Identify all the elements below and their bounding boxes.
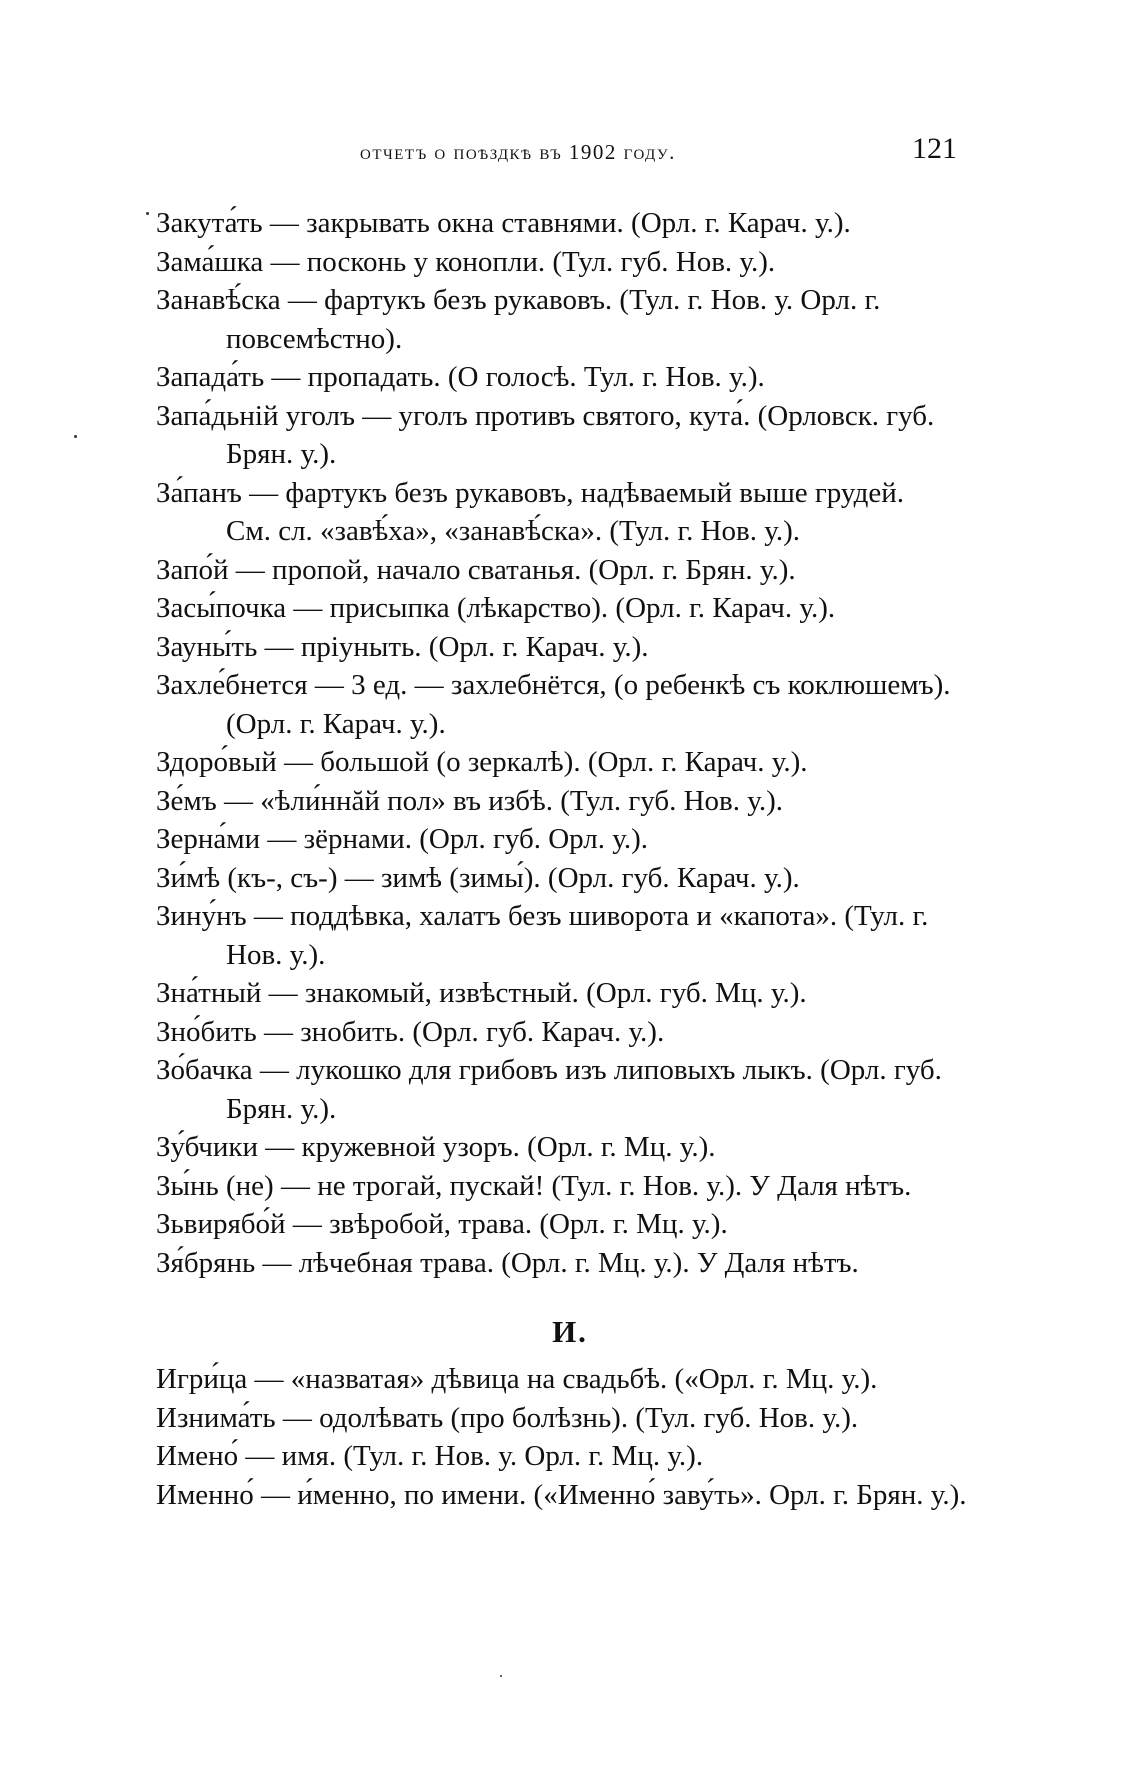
dictionary-entry: Запада́ть — пропадать. (О голосѣ. Тул. г. Нов. у.).	[156, 361, 765, 393]
dictionary-entry: Запа́дьній уголъ — уголъ противъ святого, кута́. (Орловск. губ. Брян. у.).	[156, 399, 935, 470]
dictionary-entry: Зауны́ть — пріуныть. (Орл. г. Карач. у.).	[156, 630, 649, 663]
section-heading-letter-i: И.	[552, 1314, 588, 1349]
print-speck	[74, 435, 77, 438]
dictionary-entry: Занавѣ́ска — фартукъ безъ рукавовъ. (Тул. г. Нов. у. Орл. г. повсемѣстно).	[156, 284, 881, 355]
dictionary-entry: Игри́ца — «назватая» дѣвица на свадьбѣ. («Орл. г. Мц. у.).	[156, 1363, 878, 1395]
dictionary-entry: Изнима́ть — одолѣвать (про болѣзнь). (Тул. губ. Нов. у.).	[156, 1401, 859, 1434]
dictionary-entry: Зама́шка — посконь у конопли. (Тул. губ. Нов. у.).	[156, 245, 776, 278]
dictionary-entry: Захле́бнется — 3 ед. — захлебнётся, (о ребенкѣ съ коклюшемъ). (Орл. г. Карач. у.).	[156, 669, 951, 740]
dictionary-entry: Зе́мъ — «ѣли́ннăй пол» въ избѣ. (Тул. губ. Нов. у.).	[156, 784, 783, 817]
dictionary-entry: За́панъ — фартукъ безъ рукавовъ, надѣваемый выше грудей. См. сл. «завѣ́ха», «занавѣ́ска». (Тул. г. Нов. у.).	[156, 476, 904, 547]
running-title: отчетъ о поѣздкѣ въ 1902 году.	[360, 140, 676, 164]
print-speck	[146, 212, 149, 215]
entries-letter-z	[156, 204, 966, 1282]
dictionary-entry: Зьвирябо́й — звѣробой, трава. (Орл. г. Мц. у.).	[156, 1208, 728, 1240]
dictionary-entry: Зя́брянь — лѣчебная трава. (Орл. г. Мц. у.). У Даля нѣтъ.	[156, 1246, 859, 1279]
dictionary-entry: Зна́тный — знакомый, извѣстный. (Орл. губ. Мц. у.).	[156, 977, 807, 1009]
dictionary-entry: Именно́ — и́менно, по имени. («Именно́ заву́ть». Орл. г. Брян. у.).	[156, 1478, 967, 1511]
dictionary-entry: Зу́бчики — кружевной узоръ. (Орл. г. Мц. у.).	[156, 1131, 716, 1163]
page-number: 121	[912, 132, 957, 165]
dictionary-entry: Зину́нъ — поддѣвка, халатъ безъ шиворота и «капота». (Тул. г. Нов. у.).	[156, 900, 929, 971]
dictionary-entry: Засы́почка — присыпка (лѣкарство). (Орл. г. Карач. у.).	[156, 592, 836, 624]
dictionary-entry: Здоро́вый — большой (о зеркалѣ). (Орл. г. Карач. у.).	[156, 746, 808, 778]
dictionary-entry: Имено́ — имя. (Тул. г. Нов. у. Орл. г. Мц. у.).	[156, 1440, 704, 1472]
dictionary-entry: Зо́бачка — лукошко для грибовъ изъ липовыхъ лыкъ. (Орл. губ. Брян. у.).	[156, 1054, 942, 1125]
print-speck	[500, 1675, 502, 1677]
dictionary-entry: Зи́мѣ (къ-, съ-) — зимѣ (зимы́). (Орл. губ. Карач. у.).	[156, 861, 800, 894]
dictionary-entry: Закута́ть — закрывать окна ставнями. (Орл. г. Карач. у.).	[156, 207, 851, 239]
dictionary-entry: Зы́нь (не) — не трогай, пускай! (Тул. г. Нов. у.). У Даля нѣтъ.	[156, 1169, 912, 1202]
dictionary-entry: Зно́бить — знобить. (Орл. губ. Карач. у.).	[156, 1015, 665, 1048]
dictionary-entry: Запо́й — пропой, начало сватанья. (Орл. г. Брян. у.).	[156, 553, 796, 586]
dictionary-entry: Зерна́ми — зёрнами. (Орл. губ. Орл. у.).	[156, 823, 648, 855]
entries-letter-i	[156, 1360, 966, 1514]
